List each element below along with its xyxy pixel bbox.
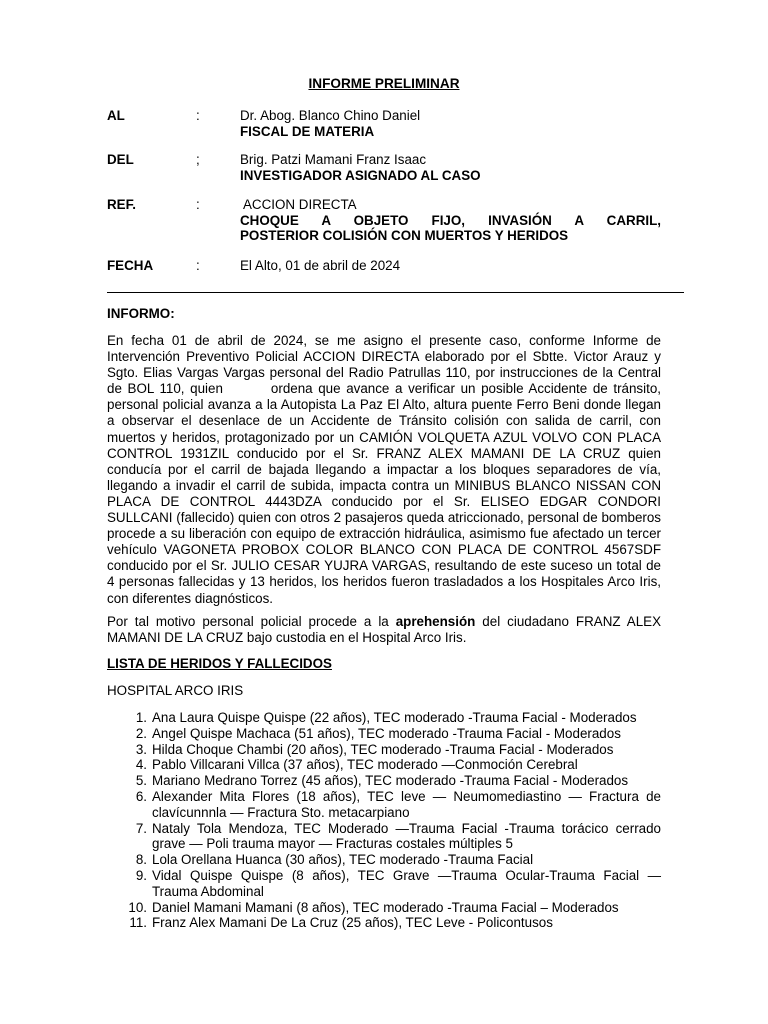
del-role: INVESTIGADOR ASIGNADO AL CASO [240,167,481,183]
hospital-name: HOSPITAL ARCO IRIS [107,683,244,698]
list-item [125,773,661,789]
injured-list [125,710,661,931]
document-title: INFORME PRELIMINAR [308,76,460,91]
header-value-fecha: El Alto, 01 de abril de 2024 [240,258,401,273]
list-item-text: Hilda Choque Chambi (20 años), TEC moderado -Trauma Facial - Moderados [152,741,614,757]
list-item [125,915,661,931]
header-key-del: DEL [107,152,134,167]
informo-heading: INFORMO: [107,306,175,321]
list-item-number: 8. [135,852,147,868]
header-value-ref [240,197,661,244]
list-item [125,742,661,758]
del-name: Brig. Patzi Mamani Franz Isaac [240,152,427,167]
list-item [125,757,661,773]
list-item [125,821,661,853]
list-item-text: Daniel Mamani Mamani (8 años), TEC moderado -Trauma Facial – Moderados [152,899,619,915]
list-item-text: Alexander Mita Flores (18 años), TEC leve — Neumomediastino — Fractura de clavícunnnla — Fractura Sto. metacarpiano [152,788,661,820]
list-item [125,900,661,916]
list-item-number: 7. [135,820,147,836]
paragraph-intervention-part2: ordena que avance a verificar un posible Accidente de tránsito, personal policial avanza a la Autopista La Paz El Alto, altura puente Ferro Beni donde llegan a observar el desenlace de un Accidente de Tránsito colisión con salida de carril, con muertos y heridos, protagonizado por un CAMIÓN VOLQUETA AZUL VOLVO CON PLACA CONTROL 1931ZIL conducido por el Sr. FRANZ ALEX MAMANI DE LA CRUZ quien conducía por el carril de bajada llegando a impactar a los bloques separadores de vía, llegando a invadir el carril de subida, impacta contra un MINIBUS BLANCO NISSAN CON PLACA DE CONTROL 4443DZA conducido por el Sr. ELISEO EDGAR CONDORI SULLCANI (fallecido) quien con otros 2 pasajeros queda atriccionado, personal de bomberos procede a su liberación con equipo de extracción hidráulica, asimismo fue afectado un tercer vehículo VAGONETA PROBOX COLOR BLANCO CON PLACA DE CONTROL 4567SDF conducido por el Sr. JULIO CESAR YUJRA VARGAS, resultando de este suceso un total de 4 personas fallecidas y 13 heridos, los heridos fueron trasladados a los Hospitales Arco Iris, con diferentes diagnósticos. [107,381,661,606]
al-name: Dr. Abog. Blanco Chino Daniel [240,108,421,123]
ref-subject-line1: CHOQUE A OBJETO FIJO, INVASIÓN A CARRIL, [240,212,661,228]
list-item [125,710,661,726]
list-item-number: 10. [128,899,147,915]
header-value-al [240,108,420,139]
al-role: FISCAL DE MATERIA [240,123,375,139]
list-item-number: 5. [135,773,147,789]
paragraph-apprehension-before: Por tal motivo personal policial procede a la [107,614,396,629]
list-item-text: Vidal Quispe Quispe (8 años), TEC Grave —Trauma Ocular-Trauma Facial — Trauma Abdominal [152,867,661,899]
paragraph-apprehension-after: del ciudadano FRANZ ALEX MAMANI DE LA CRUZ bajo custodia en el Hospital Arco Iris. [107,614,662,646]
list-item [125,852,661,868]
list-item-text: Franz Alex Mamani De La Cruz (25 años), TEC Leve - Policontusos [152,915,553,931]
header-divider [107,292,684,293]
header-sep-fecha: : [196,258,200,273]
header-value-del [240,152,481,183]
list-item-text: Ana Laura Quispe Quispe (22 años), TEC moderado -Trauma Facial - Moderados [152,710,637,725]
header-sep-ref: : [196,197,200,212]
paragraph-apprehension-bold: aprehensión [395,614,476,629]
header-sep-del: ; [196,152,200,167]
list-item-number: 2. [135,725,147,741]
list-item [125,789,661,821]
list-item-text: Mariano Medrano Torrez (45 años), TEC moderado -Trauma Facial - Moderados [152,773,629,789]
ref-subject-line2: POSTERIOR COLISIÓN CON MUERTOS Y HERIDOS [240,228,569,243]
list-item-number: 11. [129,915,147,931]
list-item-number: 9. [135,867,147,883]
header-sep-al: : [196,108,200,123]
list-item [125,726,661,742]
list-item-number: 1. [135,710,147,725]
list-item-text: Pablo Villcarani Villca (37 años), TEC moderado —Conmoción Cerebral [152,757,578,773]
header-key-fecha: FECHA [107,258,154,273]
paragraph-apprehension [107,614,661,646]
list-item [125,868,661,900]
paragraph-intervention-part1: En fecha 01 de abril de 2024, se me asigno el presente caso, conforme Informe de Intervención Preventivo Policial ACCION DIRECTA elaborado por el Sbtte. Victor Arauz y Sgto. Elias Vargas Vargas personal del Radio Patrullas 110, por instrucciones de la Central de BOL 110, quien [107,333,661,397]
list-item-number: 4. [135,757,147,773]
list-item-text: Nataly Tola Mendoza, TEC Moderado —Trauma Facial -Trauma torácico cerrado grave — Poli trauma mayor — Fracturas costales múltiples 5 [152,820,661,852]
list-item-number: 6. [135,788,147,804]
list-item-number: 3. [135,741,147,757]
header-key-al: AL [107,108,125,123]
list-item-text: Angel Quispe Machaca (51 años), TEC moderado -Trauma Facial - Moderados [152,725,621,741]
paragraph-intervention [107,333,661,607]
injured-list-heading: LISTA DE HERIDOS Y FALLECIDOS [107,656,332,671]
list-item-text: Lola Orellana Huanca (30 años), TEC moderado -Trauma Facial [152,852,534,868]
ref-type: ACCION DIRECTA [243,197,357,212]
header-key-ref: REF. [107,197,137,212]
